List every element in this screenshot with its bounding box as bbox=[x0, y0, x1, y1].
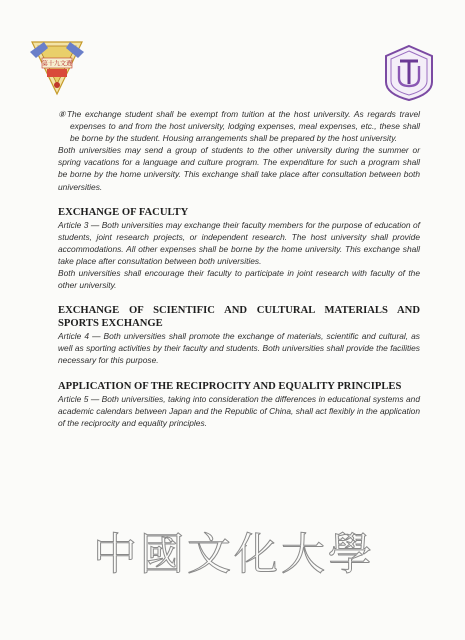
materials-heading: EXCHANGE OF SCIENTIFIC AND CULTURAL MATERIALS AND SPORTS EXCHANGE bbox=[58, 305, 420, 330]
svg-text:第十九文選: 第十九文選 bbox=[41, 60, 73, 68]
item-8-text: The exchange student shall be exempt from tuition at the host university. As regards travel expenses to and from the host university, lodging expenses, meal expenses, etc., these shall be borne by the student. Housing arrangements shall be prepared by the host university. bbox=[66, 109, 420, 144]
item-8-marker: ⑧ bbox=[58, 109, 67, 119]
faculty-research-paragraph: Both universities shall encourage their faculty to participate in joint research with faculty of the other university. bbox=[58, 268, 420, 291]
reciprocity-section bbox=[58, 380, 420, 429]
article-4-paragraph: Article 4 — Both universities shall promote the exchange of materials, scientific and cultural, as well as sporting activities by their faculty and students. Both universities shall provide the facilities necessary for this purpose. bbox=[58, 331, 420, 366]
university-seal-icon bbox=[382, 44, 436, 102]
student-program-paragraph: Both universities may send a group of students to the other university during the summer or spring vacations for a language and culture program. The expenditure for such a program shall be borne by the home university. This exchange shall take place after consultation between both universities. bbox=[58, 145, 420, 192]
materials-section bbox=[58, 304, 420, 366]
item-8-paragraph bbox=[58, 108, 420, 144]
faculty-heading: EXCHANGE OF FACULTY bbox=[58, 206, 189, 218]
college-crest-icon bbox=[28, 38, 86, 98]
faculty-section bbox=[58, 206, 420, 292]
article-5-paragraph: Article 5 — Both universities, taking into consideration the differences in educational systems and academic calendars between Japan and the Republic of China, shall act flexibly in the application of the reciprocity and equality principles. bbox=[58, 393, 420, 428]
university-name-calligraphy: 中國文化大學 bbox=[93, 529, 375, 580]
article-3-paragraph: Article 3 — Both universities may exchange their faculty members for the purpose of education of students, joint research projects, or independent research. The host university shall provide accommodations. All other expenses shall be borne by the home university. This exchange shall take place after consultation between both universities. bbox=[58, 219, 420, 266]
reciprocity-heading: APPLICATION OF THE RECIPROCITY AND EQUALITY PRINCIPLES bbox=[58, 380, 402, 392]
document-body bbox=[58, 108, 420, 429]
